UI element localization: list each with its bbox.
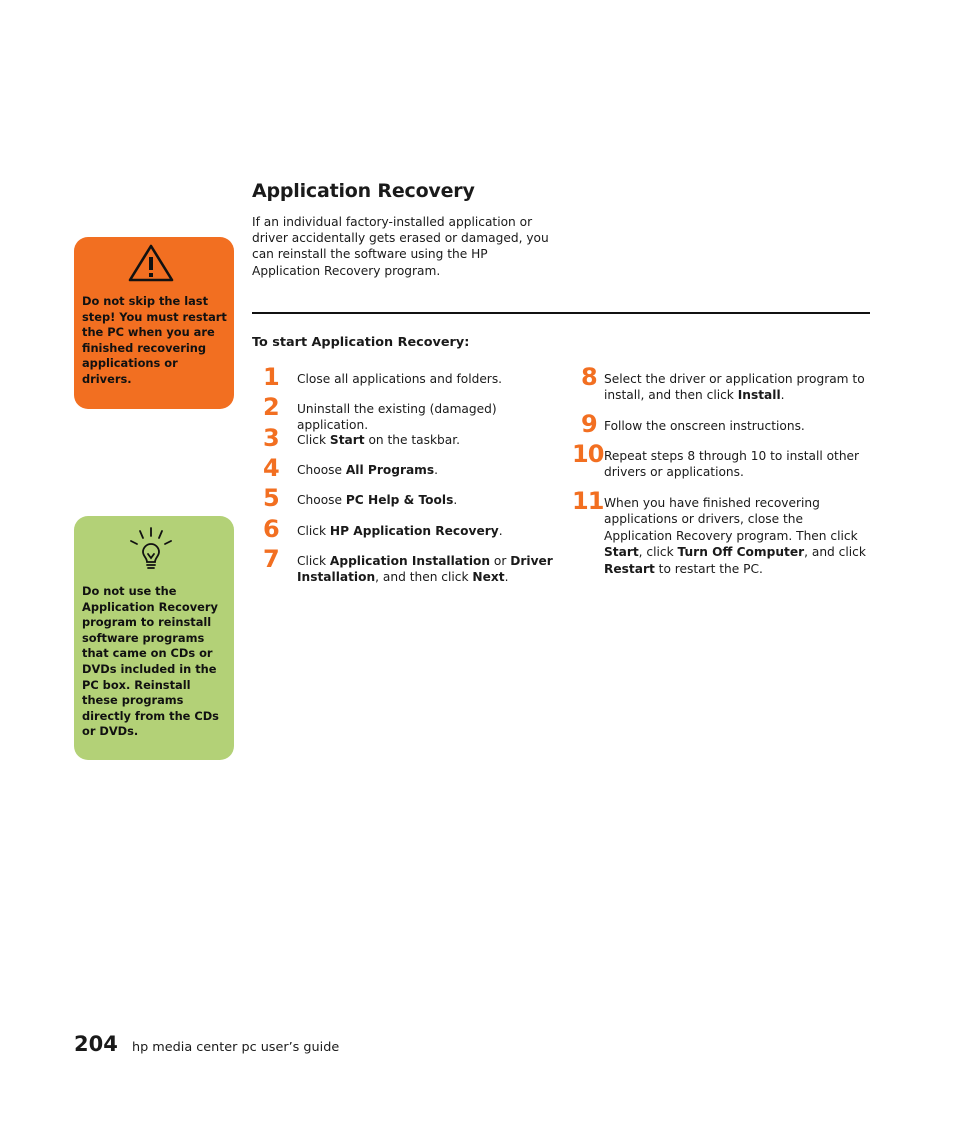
step-text-segment: Close all applications and folders. (297, 372, 503, 386)
step-text-segment: or (490, 554, 511, 568)
step-text-segment: Choose (297, 463, 346, 477)
ui-term: Next (472, 570, 505, 585)
step-text (604, 371, 866, 404)
step-text-segment: to restart the PC. (654, 561, 763, 576)
ui-term: Turn Off Computer (677, 545, 805, 560)
step-text (297, 492, 567, 508)
tip-note-text: Do not use the Application Recovery program to reinstall software programs that came on CDs or DVDs included in the PC box. Reinstall these programs directly from the CDs or DVDs. (82, 584, 219, 739)
step-text-segment: Follow the onscreen instructions. (604, 419, 805, 433)
ui-term: PC Help & Tools (345, 493, 454, 507)
tip-note (74, 516, 234, 760)
procedure-subhead: To start Application Recovery: (252, 335, 470, 350)
step-text-segment: , and click (804, 545, 866, 560)
step-number: 11 (572, 487, 604, 515)
page-number: 204 (74, 1032, 118, 1056)
step-text-segment: , click (638, 545, 678, 560)
step-text (297, 523, 567, 539)
ui-term: Start (604, 545, 639, 560)
step-text (297, 371, 567, 387)
step-text (297, 553, 567, 586)
step-number: 7 (263, 545, 280, 573)
step-number: 10 (572, 440, 604, 468)
step-text-segment: Click (297, 554, 330, 568)
warning-note-text: Do not skip the last step! You must restart the PC when you are finished recovering applications or drivers. (82, 294, 227, 386)
step-text (297, 462, 567, 478)
step-number: 4 (263, 454, 280, 482)
step-number: 3 (263, 424, 280, 452)
step-number: 1 (263, 363, 280, 391)
step-text-segment: on the taskbar. (364, 433, 461, 447)
step-text-segment: . (453, 493, 458, 507)
ui-term: Restart (604, 561, 655, 576)
step-text-segment: Choose (297, 493, 346, 507)
ui-term: Install (737, 388, 781, 403)
step-text-segment: Click (297, 433, 330, 447)
step-text-segment: . (498, 524, 503, 538)
step-text-segment: , and then click (375, 570, 473, 585)
step-text (604, 418, 866, 434)
warning-note (74, 237, 234, 409)
section-intro: If an individual factory-installed application or driver accidentally gets erased or damaged, you can reinstall the software using the HP Application Recovery program. (252, 215, 549, 278)
step-text (297, 432, 567, 448)
step-text (604, 495, 866, 577)
ui-term: HP Application Recovery (329, 524, 499, 538)
step-number: 2 (263, 393, 280, 421)
step-text-segment: Click (297, 524, 330, 538)
guide-title: hp media center pc user’s guide (132, 1040, 340, 1055)
ui-term: Start (329, 433, 365, 447)
section-title: Application Recovery (252, 180, 475, 202)
step-text-segment: Select the driver or application program to install, and then click (604, 372, 865, 403)
step-number: 9 (581, 410, 598, 438)
step-text (297, 401, 567, 434)
step-text (604, 448, 866, 481)
step-text-segment: . (780, 388, 785, 403)
step-text-segment: . (434, 463, 439, 477)
divider (252, 312, 870, 314)
ui-term: All Programs (345, 463, 435, 477)
step-number: 5 (263, 484, 280, 512)
ui-term: Application Installation (329, 554, 491, 568)
step-number: 6 (263, 515, 280, 543)
lightbulb-icon (126, 524, 176, 574)
step-number: 8 (581, 363, 598, 391)
step-text-segment: . (504, 570, 509, 585)
step-text-segment: Uninstall the existing (damaged) application. (297, 402, 497, 433)
step-text-segment: When you have finished recovering applications or drivers, close the Application Recovery program. Then click (604, 496, 858, 543)
warning-triangle-icon (127, 243, 175, 283)
ui-term: Driver Installation (297, 554, 553, 585)
step-text-segment: Repeat steps 8 through 10 to install other drivers or applications. (604, 449, 860, 480)
